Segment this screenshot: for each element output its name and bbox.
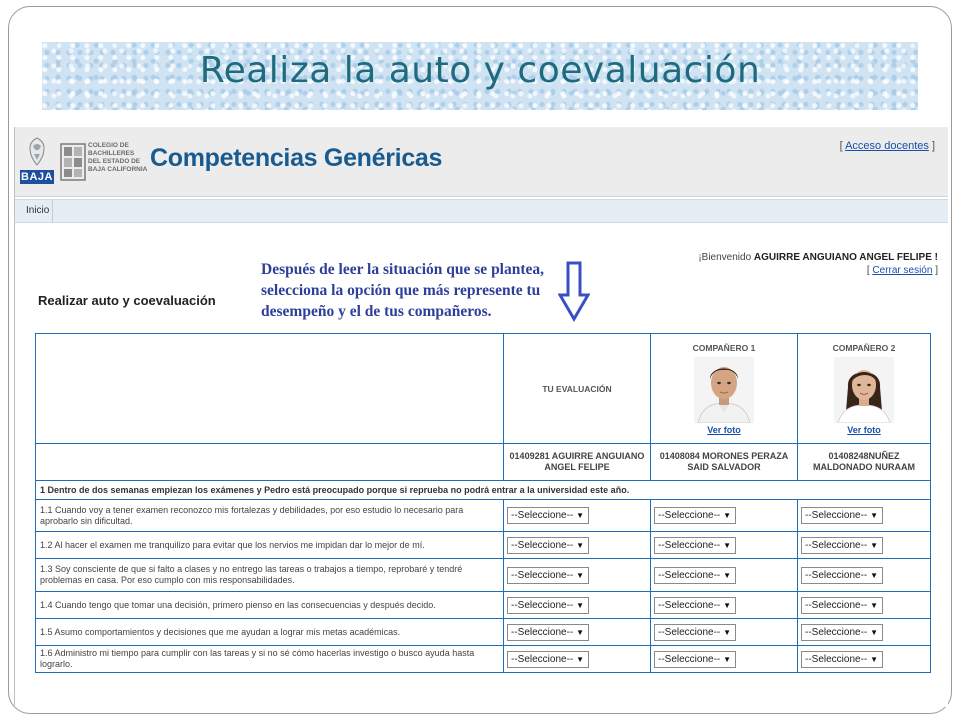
- section-row: [36, 481, 931, 500]
- cobach-logo-text: COLEGIO DE BACHILLERES DEL ESTADO DE BAJA CALIFORNIA: [88, 142, 148, 173]
- chevron-down-icon: ▼: [870, 654, 878, 664]
- chevron-down-icon: ▼: [870, 511, 878, 520]
- self-eval-select[interactable]: --Seleccione-- ▼: [507, 507, 589, 524]
- peer2-eval-select[interactable]: --Seleccione-- ▼: [801, 651, 883, 668]
- table-row: [36, 500, 931, 532]
- peer1-eval-select[interactable]: --Seleccione-- ▼: [654, 624, 736, 641]
- question-text: 1.5 Asumo comportamientos y decisiones que me ayudan a lograr mis metas académicas.: [36, 619, 504, 646]
- peer1-header-cell: [651, 334, 798, 444]
- instruction-note: Después de leer la situación que se plantea, selecciona la opción que más represente tu desempeño y el de tus compañeros.: [261, 261, 545, 320]
- table-row: [36, 592, 931, 619]
- peer1-eval-select[interactable]: --Seleccione-- ▼: [654, 507, 736, 524]
- peer2-student-name: 01408248NUÑEZ MALDONADO NURAAM: [798, 444, 931, 481]
- peer1-eval-select[interactable]: --Seleccione-- ▼: [654, 537, 736, 554]
- peer2-eval-select[interactable]: --Seleccione-- ▼: [801, 567, 883, 584]
- page-heading: Realizar auto y coevaluación: [38, 293, 216, 308]
- peer1-ver-foto-link[interactable]: Ver foto: [707, 424, 741, 435]
- self-eval-select[interactable]: --Seleccione-- ▼: [507, 624, 589, 641]
- peer1-eval-select[interactable]: --Seleccione-- ▼: [654, 567, 736, 584]
- chevron-down-icon: ▼: [723, 600, 731, 610]
- peer2-eval-select[interactable]: --Seleccione-- ▼: [801, 624, 883, 641]
- question-text: 1.6 Administro mi tiempo para cumplir con las tareas y si no sé cómo hacerlas investigo o busco ayuda hasta lograrlo.: [36, 646, 504, 673]
- table-row: [36, 559, 931, 592]
- question-text: 1.3 Soy consciente de que si falto a clases y no entrego las tareas o trabajos a tiempo, reprobaré y tendré problemas en casa. Por eso cumplo con mis responsabilidades.: [36, 559, 504, 592]
- blank-header-cell: [36, 334, 504, 444]
- nav-item-inicio[interactable]: Inicio: [15, 200, 53, 222]
- welcome-line: ¡Bienvenido AGUIRRE ANGUIANO ANGEL FELIPE !: [698, 252, 938, 263]
- chevron-down-icon: ▼: [723, 511, 731, 520]
- student-names-row: [36, 444, 931, 481]
- situation-text: 1 Dentro de dos semanas empiezan los exámenes y Pedro está preocupado porque si reprueba no podrá entrar a la universidad este año.: [36, 481, 931, 500]
- peer2-eval-select[interactable]: --Seleccione-- ▼: [801, 537, 883, 554]
- peer2-ver-foto-link[interactable]: Ver foto: [847, 424, 881, 435]
- title-banner: [42, 42, 918, 110]
- baja-wordmark: BAJA: [21, 171, 53, 183]
- chevron-down-icon: ▼: [723, 540, 731, 550]
- chevron-down-icon: ▼: [723, 570, 731, 580]
- self-eval-select[interactable]: --Seleccione-- ▼: [507, 597, 589, 614]
- question-text: 1.4 Cuando tengo que tomar una decisión, primero pienso en las consecuencias y después decido.: [36, 592, 504, 619]
- down-arrow-icon: [558, 261, 590, 323]
- peer1-photo: [694, 357, 754, 423]
- chevron-down-icon: ▼: [576, 540, 584, 550]
- chevron-down-icon: ▼: [723, 654, 731, 664]
- peer2-eval-select[interactable]: --Seleccione-- ▼: [801, 507, 883, 524]
- welcome-box: [698, 251, 938, 277]
- chevron-down-icon: ▼: [723, 627, 731, 637]
- app-screenshot: [14, 127, 948, 707]
- peer1-student-name: 01408084 MORONES PERAZA SAID SALVADOR: [651, 444, 798, 481]
- docentes-link-wrapper: [ Acceso docentes ]: [839, 140, 935, 152]
- chevron-down-icon: ▼: [576, 570, 584, 580]
- chevron-down-icon: ▼: [576, 511, 584, 520]
- table-header-row: [36, 334, 931, 444]
- chevron-down-icon: ▼: [576, 600, 584, 610]
- question-text: 1.1 Cuando voy a tener examen reconozco mis fortalezas y debilidades, por eso estudio lo necesario para aprobarlo sin dificultad.: [36, 500, 504, 532]
- user-name: AGUIRRE ANGUIANO ANGEL FELIPE !: [753, 252, 938, 263]
- chevron-down-icon: ▼: [870, 540, 878, 550]
- peer1-eval-select[interactable]: --Seleccione-- ▼: [654, 597, 736, 614]
- self-eval-header: TU EVALUACIÓN: [504, 334, 651, 444]
- chevron-down-icon: ▼: [576, 627, 584, 637]
- peer2-photo: [834, 357, 894, 423]
- evaluation-table: [35, 333, 931, 673]
- chevron-down-icon: ▼: [870, 570, 878, 580]
- chevron-down-icon: ▼: [576, 654, 584, 664]
- peer1-header: COMPAÑERO 1: [692, 342, 756, 353]
- navbar: [15, 199, 948, 223]
- question-text: 1.2 Al hacer el examen me tranquilizo para evitar que los nervios me impidan dar lo mejor de mí.: [36, 532, 504, 559]
- table-row: [36, 619, 931, 646]
- cerrar-sesion-link[interactable]: Cerrar sesión: [872, 265, 933, 276]
- acceso-docentes-link[interactable]: Acceso docentes: [845, 140, 929, 152]
- blank-name-cell: [36, 444, 504, 481]
- table-row: [36, 646, 931, 673]
- chevron-down-icon: ▼: [870, 627, 878, 637]
- peer2-eval-select[interactable]: --Seleccione-- ▼: [801, 597, 883, 614]
- self-eval-select[interactable]: --Seleccione-- ▼: [507, 537, 589, 554]
- self-eval-select[interactable]: --Seleccione-- ▼: [507, 567, 589, 584]
- peer2-header: COMPAÑERO 2: [832, 342, 896, 353]
- self-eval-select[interactable]: --Seleccione-- ▼: [507, 651, 589, 668]
- chevron-down-icon: ▼: [870, 600, 878, 610]
- peer1-eval-select[interactable]: --Seleccione-- ▼: [654, 651, 736, 668]
- slide-title: Realiza la auto y coevaluación: [199, 50, 761, 91]
- logout-line: [ Cerrar sesión ]: [866, 265, 938, 276]
- app-header: [15, 127, 948, 197]
- cobach-logo-icon: [60, 143, 86, 181]
- table-row: [36, 532, 931, 559]
- baja-logo: [20, 137, 54, 187]
- peer2-header-cell: [798, 334, 931, 444]
- self-student-name: 01409281 AGUIRRE ANGUIANO ANGEL FELIPE: [504, 444, 651, 481]
- app-title: Competencias Genéricas: [150, 144, 443, 172]
- state-crest-icon: [27, 137, 47, 167]
